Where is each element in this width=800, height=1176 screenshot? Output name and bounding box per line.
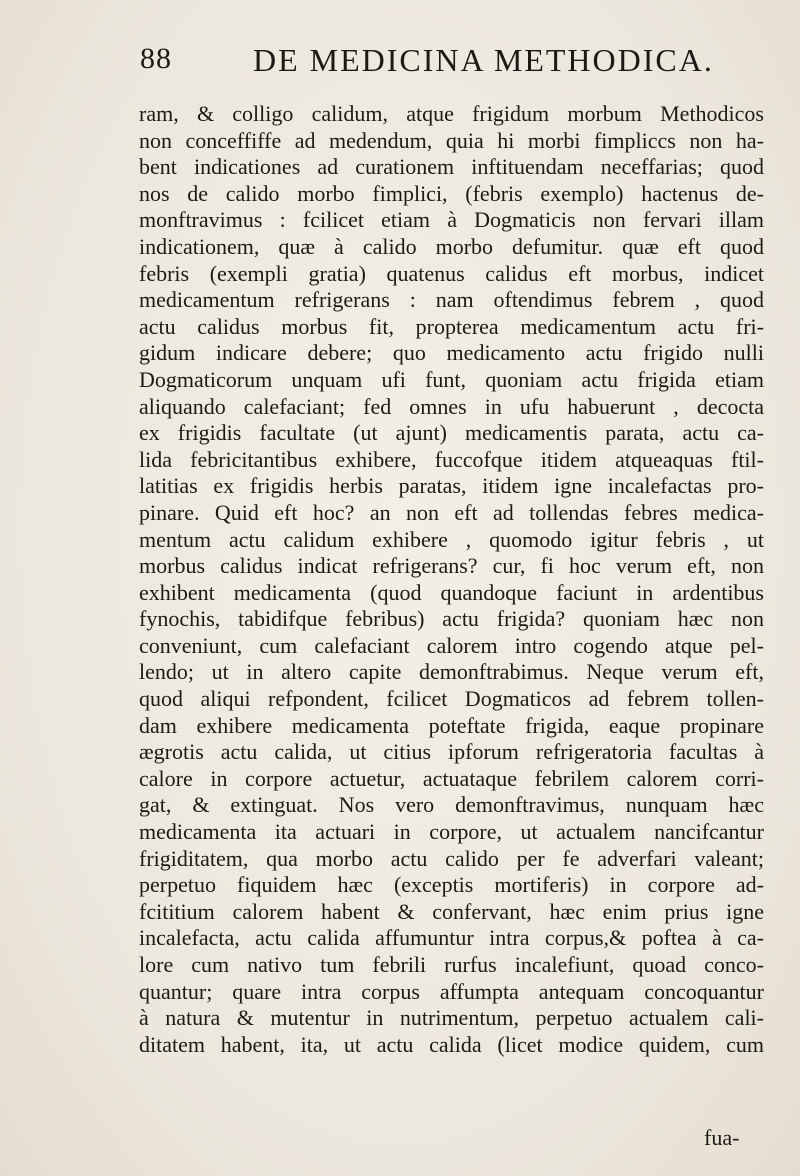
text-line: gidum indicare debere; quo medicamento actu frigido nulli [139,340,764,366]
text-line: frigiditatem, qua morbo actu calido per fe adverfari valeant; [139,845,764,871]
text-line: morbus calidus indicat refrigerans? cur, fi hoc verum eft, non [139,553,764,579]
text-line: mentum actu calidum exhibere , quomodo igitur febris , ut [139,526,764,552]
page-header [140,42,740,92]
text-line: febris (exempli gratia) quatenus calidus eft morbus, indicet [139,260,764,286]
catchword: fua- [704,1125,740,1150]
text-line: nos de calido morbo fimplici, (febris exemplo) hactenus de- [139,180,764,206]
text-line: medicamenta ita actuari in corpore, ut actualem nancifcantur [139,819,764,845]
text-line: fynochis, tabidifque febribus) actu frigida? quoniam hæc non [139,606,764,632]
text-line: monftravimus : fcilicet etiam à Dogmaticis non fervari illam [139,207,764,233]
text-line: lore cum nativo tum febrili rurfus incalefiunt, quoad conco- [139,952,764,977]
running-title: DE MEDICINA METHODICA. [253,42,714,78]
text-line: ditatem habent, ita, ut actu calida (licet modice quidem, cum [139,1031,764,1057]
text-line: calore in corpore actuetur, actuataque febrilem calorem corri- [139,765,764,791]
text-line: Dogmaticorum unquam ufi funt, quoniam actu frigida etiam [139,366,764,392]
text-line: quod aliqui refpondent, fcilicet Dogmaticos ad febrem tollen- [139,686,764,712]
text-line: pinare. Quid eft hoc? an non eft ad tollendas febres medica- [139,499,764,525]
text-line: indicationem, quæ à calido morbo defumitur. quæ eft quod [139,233,764,259]
text-line: ægrotis actu calida, ut citius ipforum refrigeratoria facultas à [139,739,764,765]
text-line: bent indicationes ad curationem inftituendam neceffarias; quod [139,154,764,180]
text-line: conveniunt, cum calefaciant calorem intro cogendo atque pel- [139,632,764,658]
text-line: lida febricitantibus exhibere, fuccofque itidem atqueaquas ftil- [139,446,764,472]
text-line: non conceffiffe ad medendum, quia hi morbi fimpliccs non ha- [139,127,764,153]
text-line: aliquando calefaciant; fed omnes in ufu habuerunt , decocta [139,393,764,419]
text-line: medicamentum refrigerans : nam oftendimus febrem , quod [139,287,764,313]
text-line: lendo; ut in altero capite demonftrabimus. Neque verum eft, [139,659,764,685]
page-number: 88 [140,42,172,75]
text-line: gat, & extinguat. Nos vero demonftravimus, nunquam hæc [139,792,764,818]
text-line: à natura & mutentur in nutrimentum, perpetuo actualem cali- [139,1005,764,1031]
text-line: perpetuo fiquidem hæc (exceptis mortiferis) in corpore ad- [139,872,764,898]
text-line: latitias ex frigidis herbis paratas, itidem igne incalefactas pro- [139,473,764,499]
text-line: quantur; quare intra corpus affumpta antequam concoquantur [139,978,764,1004]
text-line: ex frigidis facultate (ut ajunt) medicamentis parata, actu ca- [139,420,764,446]
text-line: fcititium calorem habent & confervant, hæc enim prius igne [139,898,764,924]
text-line: actu calidus morbus fit, propterea medicamentum actu fri- [139,313,764,339]
text-line: incalefacta, actu calida affumuntur intra corpus,& poftea à ca- [139,925,764,951]
body-text [139,101,764,1058]
text-line: ram, & colligo calidum, atque frigidum morbum Methodicos [139,101,764,126]
text-line: dam exhibere medicamenta poteftate frigida, eaque propinare [139,712,764,738]
text-line: exhibent medicamenta (quod quandoque faciunt in ardentibus [139,579,764,605]
